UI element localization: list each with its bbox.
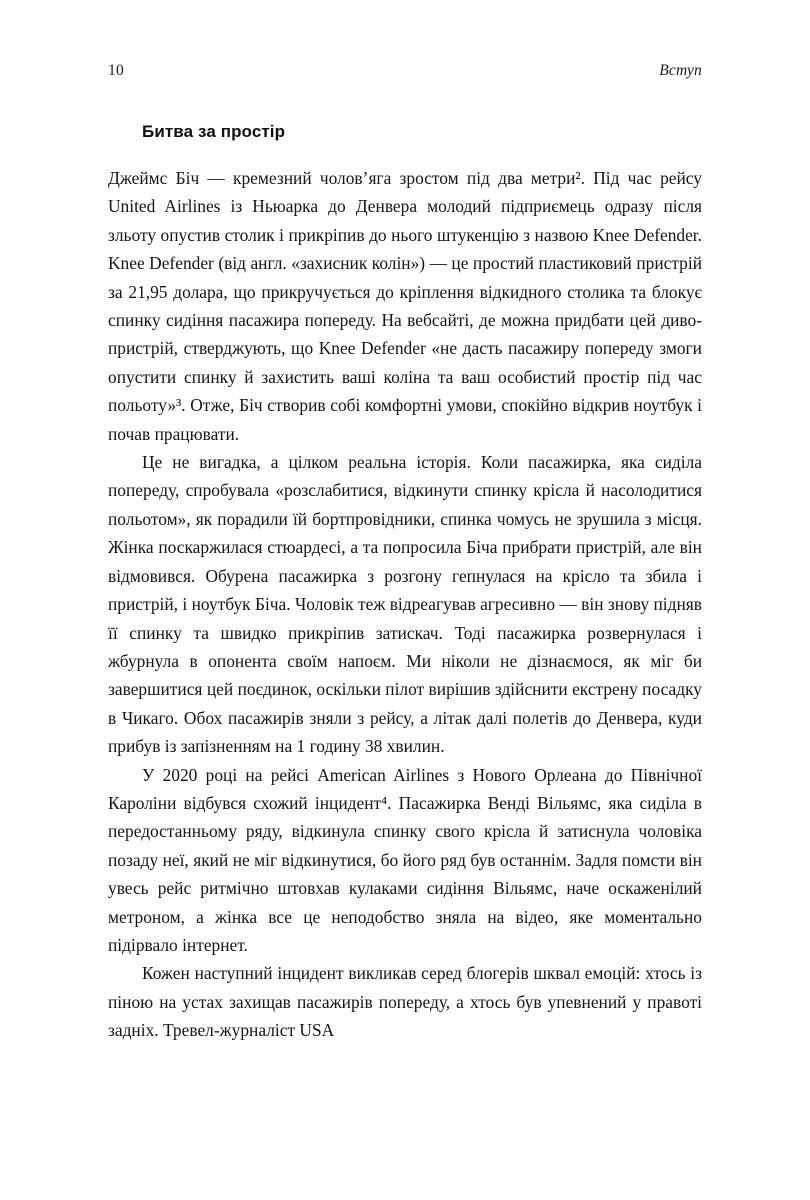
running-head	[108, 62, 702, 80]
paragraph: Кожен наступний інцидент викликав серед блогерів шквал емоцій: хтось із піною на устах захищав пасажирів попереду, а хтось був упевнений у правоті задніх. Тревел-журналіст USA	[108, 963, 702, 1041]
body-text	[108, 164, 702, 1045]
page-number: 10	[108, 62, 124, 79]
section-heading: Битва за простір	[142, 122, 286, 141]
paragraph: У 2020 році на рейсі American Airlines з Нового Орлеана до Північної Кароліни відбувся схожий інцидент⁴. Пасажирка Венді Вільямс, яка сиділа в передостанньому ряду, відкинула спинку свого крісла й затиснула чоловіка позаду неї, який не міг відкинутися, бо його ряд був останнім. Задля помсти він увесь рейс ритмічно штовхав кулаками сидіння Вільямс, наче оскаженілий метроном, а жінка все це неподобство зняла на відео, яке моментально підірвало інтернет.	[108, 764, 702, 955]
paragraph: Джеймс Біч — кремезний чолов’яга зростом під два метри². Під час рейсу United Airlines із Ньюарка до Денвера молодий підприємець одразу після зльоту опустив столик і прикріпив до нього штукенцію з назвою Knee Defender. Knee Defender (від англ. «захисник колін») — це простий пластиковий пристрій за 21,95 долара, що прикручується до кріплення відкидного столика та блокує спинку сидіння пасажира попереду. На вебсайті, де можна придбати цей диво-пристрій, стверджують, що Knee Defender «не дасть пасажиру попереду змоги опустити спинку й захистить ваші коліна та ваш особистий простір під час польоту»³. Отже, Біч створив собі комфортні умови, спокійно відкрив ноутбук і почав працювати.	[108, 168, 702, 444]
paragraph: Це не вигадка, а цілком реальна історія. Коли пасажирка, яка сиділа попереду, спробувала «розслабитися, відкинути спинку крісла й насолодитися польотом», як порадили їй бортпровідники, спинка чомусь не зрушила з місця. Жінка поскаржилася стюардесі, а та попросила Біча прибрати пристрій, але він відмовився. Обурена пасажирка з розгону гепнулася на крісло та збила і пристрій, і ноутбук Біча. Чоловік теж відреагував агресивно — він знову підняв її спинку та швидко прикріпив затискач. Тоді пасажирка розвернулася і жбурнула в опонента своїм напоєм. Ми ніколи не дізнаємося, як міг би завершитися цей поєдинок, оскільки пілот вирішив здійснити екстрену посадку в Чикаго. Обох пасажирів зняли з рейсу, а літак далі полетів до Денвера, куди прибув із запізненням на 1 годину 38 хвилин.	[108, 452, 702, 757]
running-head-title: Вступ	[659, 62, 702, 79]
